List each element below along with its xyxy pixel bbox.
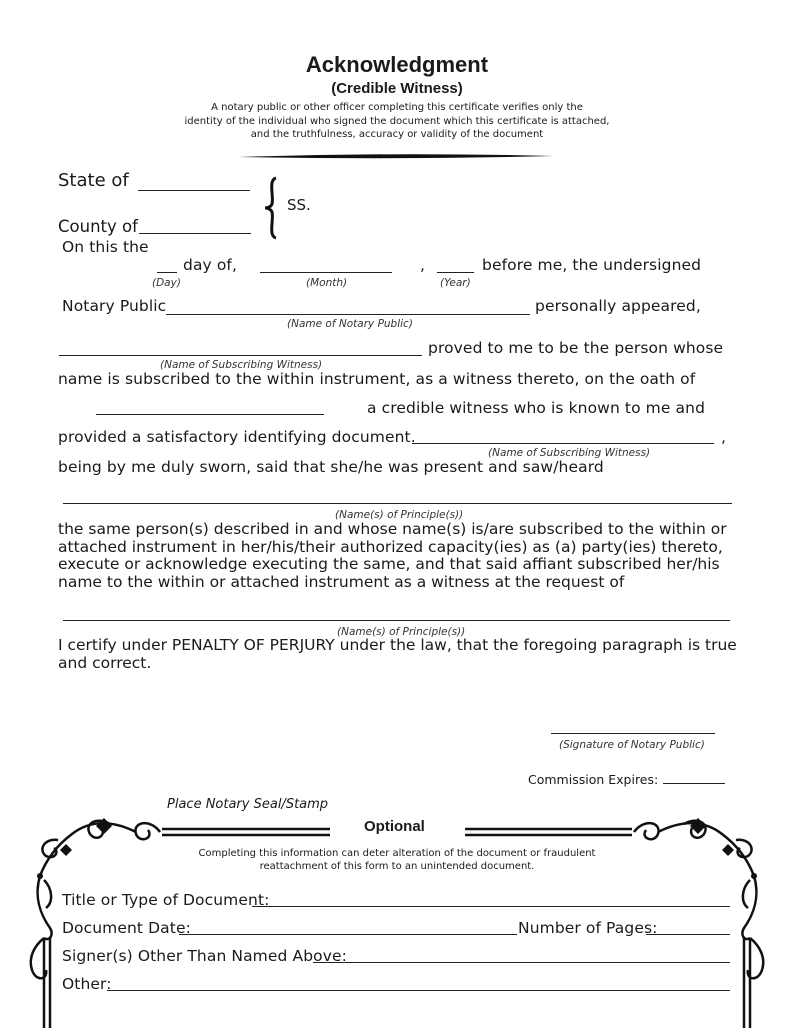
principal-field[interactable] [63, 503, 732, 504]
year-field[interactable] [437, 272, 474, 273]
principal-caption: (Name(s) of Principle(s)) [337, 626, 466, 638]
optional-disclaimer-line: Completing this information can deter alteration of the document or fraudulent [198, 848, 596, 859]
sworn-text: being by me duly sworn, said that she/he was present and saw/heard [58, 458, 604, 476]
certify-text: I certify under PENALTY OF PERJURY under the law, that the foregoing paragraph is true and correct. [58, 636, 737, 672]
page-subtitle: (Credible Witness) [331, 80, 463, 97]
document-title-field[interactable] [252, 906, 730, 907]
other-signers-field[interactable] [313, 962, 730, 963]
page-title: Acknowledgment [305, 52, 489, 77]
optional-disclaimer-line: reattachment of this form to an unintended document. [259, 860, 535, 872]
trailing-comma: , [721, 428, 727, 446]
principal-caption: (Name(s) of Principle(s)) [335, 509, 464, 521]
optional-disclaimer [147, 848, 647, 873]
body-paragraph: the same person(s) described in and whose name(s) is/are subscribed to the within or attached instrument in her/his/their authorized capacity(ies) as (a) party(ies) thereto, execute or acknowledge executing the same, and that said affiant subscribed her/his name to the within or attached instrument as a witness at the request of [58, 520, 727, 591]
proved-text: proved to me to be the person whose [428, 339, 724, 357]
month-caption: (Month) [306, 277, 348, 289]
document-title-label: Title or Type of Document: [62, 891, 270, 909]
credible-witness-field[interactable] [96, 414, 324, 415]
signature-caption: (Signature of Notary Public) [559, 739, 705, 751]
seal-placeholder-label: Place Notary Seal/Stamp [167, 797, 329, 812]
provided-text: provided a satisfactory identifying document. [58, 428, 416, 446]
optional-title: Optional [364, 818, 425, 835]
document-date-field[interactable] [179, 934, 517, 935]
other-signers-label: Signer(s) Other Than Named Above: [62, 947, 347, 965]
document-date-label: Document Date: [62, 919, 191, 937]
witness-caption: (Name of Subscribing Witness) [488, 447, 651, 459]
commission-expires-label: Commission Expires: [528, 772, 659, 787]
header-brush-divider [236, 152, 556, 160]
other-label: Other: [62, 975, 112, 993]
header-disclaimer [0, 101, 794, 142]
disclaimer-line: identity of the individual who signed the document which this certificate is attached, [184, 115, 610, 127]
credible-witness-text: a credible witness who is known to me and [367, 399, 706, 417]
personally-appeared-label: personally appeared, [535, 297, 701, 315]
notary-public-label: Notary Public [62, 297, 167, 315]
month-field[interactable] [260, 272, 392, 273]
second-witness-field[interactable] [412, 443, 714, 444]
state-field[interactable] [138, 190, 250, 191]
commission-expires-field[interactable] [663, 783, 725, 784]
comma-label: , [420, 256, 426, 274]
county-field[interactable] [139, 233, 251, 234]
before-me-label: before me, the undersigned [482, 256, 702, 274]
number-of-pages-field[interactable] [646, 934, 730, 935]
state-label: State of [58, 170, 129, 191]
day-field[interactable] [157, 272, 177, 273]
witness-caption: (Name of Subscribing Witness) [160, 359, 323, 371]
disclaimer-line: A notary public or other officer completing this certificate verifies only the [211, 102, 583, 113]
other-field[interactable] [107, 990, 730, 991]
notary-name-field[interactable] [166, 314, 530, 315]
signature-field[interactable] [551, 733, 715, 734]
subscribed-text: name is subscribed to the within instrument, as a witness thereto, on the oath of [58, 370, 696, 388]
number-of-pages-label: Number of Pages: [518, 919, 658, 937]
notary-name-caption: (Name of Notary Public) [287, 318, 413, 330]
subscribing-witness-field[interactable] [59, 355, 422, 356]
venue-brace [262, 176, 286, 240]
principal-request-field[interactable] [63, 620, 730, 621]
disclaimer-line: and the truthfulness, accuracy or validity of the document [250, 129, 544, 140]
on-this-the-label: On this the [62, 238, 149, 256]
year-caption: (Year) [440, 277, 471, 289]
day-caption: (Day) [152, 277, 181, 289]
day-of-label: day of, [183, 256, 238, 274]
ss-label: SS. [287, 196, 311, 214]
county-label: County of [58, 217, 138, 236]
